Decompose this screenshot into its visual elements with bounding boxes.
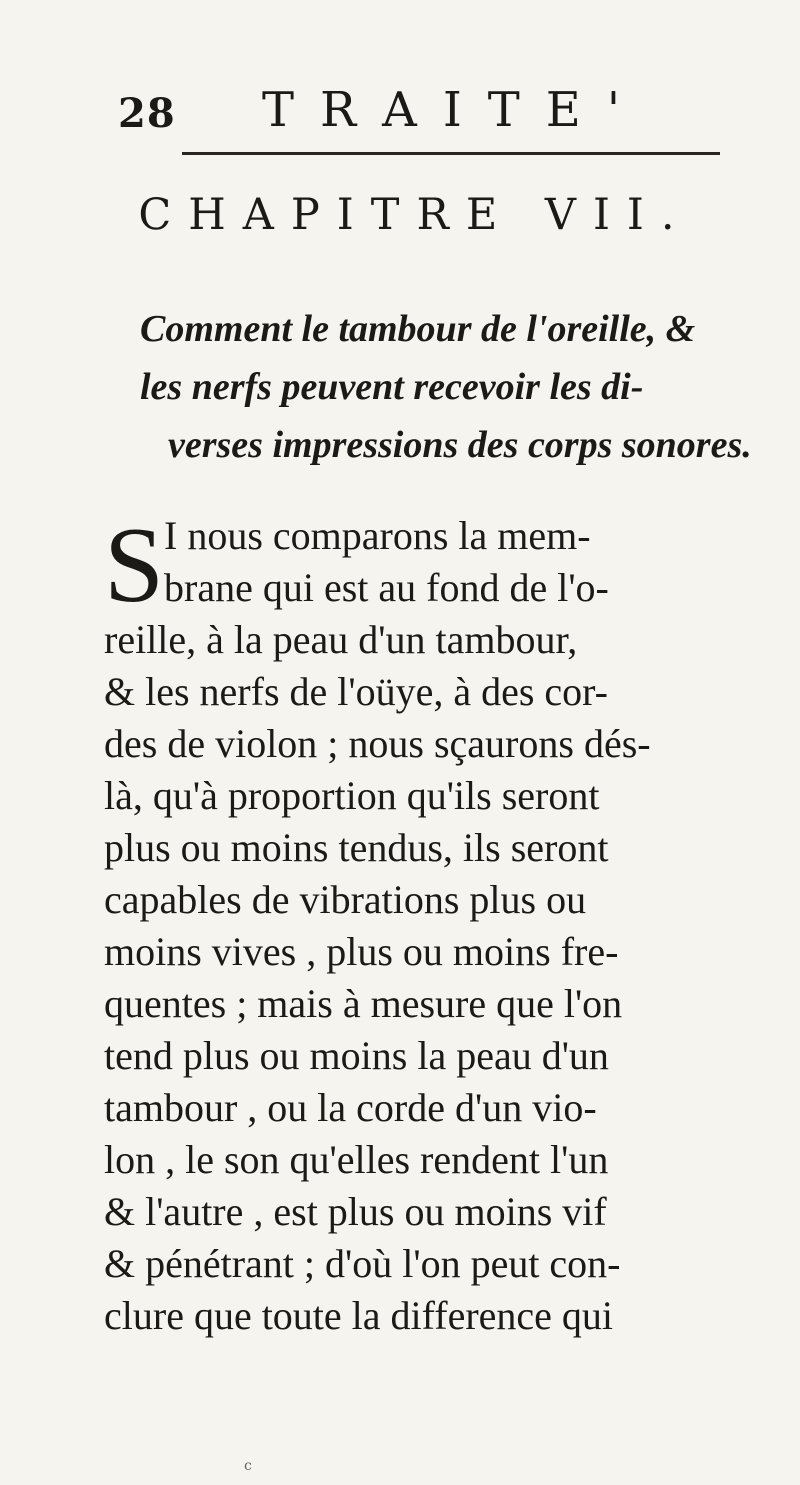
- subtitle-line: verses impressions des corps sonores.: [168, 424, 752, 466]
- drop-cap: S: [104, 506, 165, 625]
- chapter-subtitle: [140, 300, 752, 474]
- text-line: quentes ; mais à mesure que l'on: [104, 981, 623, 1026]
- text-line: moins vives , plus ou moins fre-: [104, 929, 619, 974]
- running-title: TRAITE': [262, 82, 647, 138]
- text-line: clure que toute la difference qui: [104, 1293, 614, 1338]
- text-line: des de violon ; nous sçaurons dés-: [104, 721, 651, 766]
- text-line: capables de vibrations plus ou: [104, 877, 587, 922]
- subtitle-line: Comment le tambour de l'oreille, &: [140, 308, 696, 350]
- text-line: tambour , ou la corde d'un vio-: [104, 1085, 597, 1130]
- text-line: plus ou moins tendus, ils seront: [104, 825, 609, 870]
- text-line: reille, à la peau d'un tambour,: [104, 617, 578, 662]
- text-line: tend plus ou moins la peau d'un: [104, 1033, 609, 1078]
- body-paragraph: [104, 506, 724, 1342]
- text-line: & pénétrant ; d'où l'on peut con-: [104, 1241, 621, 1286]
- chapter-heading-text: CHAPITRE VII.: [138, 190, 692, 240]
- header-rule: [182, 152, 720, 155]
- signature-mark: c: [244, 1458, 252, 1474]
- chapter-heading: [0, 190, 800, 240]
- text-line: & l'autre , est plus ou moins vif: [104, 1189, 607, 1234]
- page-number: 28: [118, 90, 176, 137]
- text-line: lon , le son qu'elles rendent l'un: [104, 1137, 609, 1182]
- subtitle-line: les nerfs peuvent recevoir les di-: [140, 366, 644, 408]
- text-line: là, qu'à proportion qu'ils seront: [104, 773, 600, 818]
- text-line: I nous comparons la mem-: [164, 513, 591, 558]
- page-header: [0, 82, 800, 142]
- text-line: & les nerfs de l'oüye, à des cor-: [104, 669, 609, 714]
- text-line: brane qui est au fond de l'o-: [164, 565, 609, 610]
